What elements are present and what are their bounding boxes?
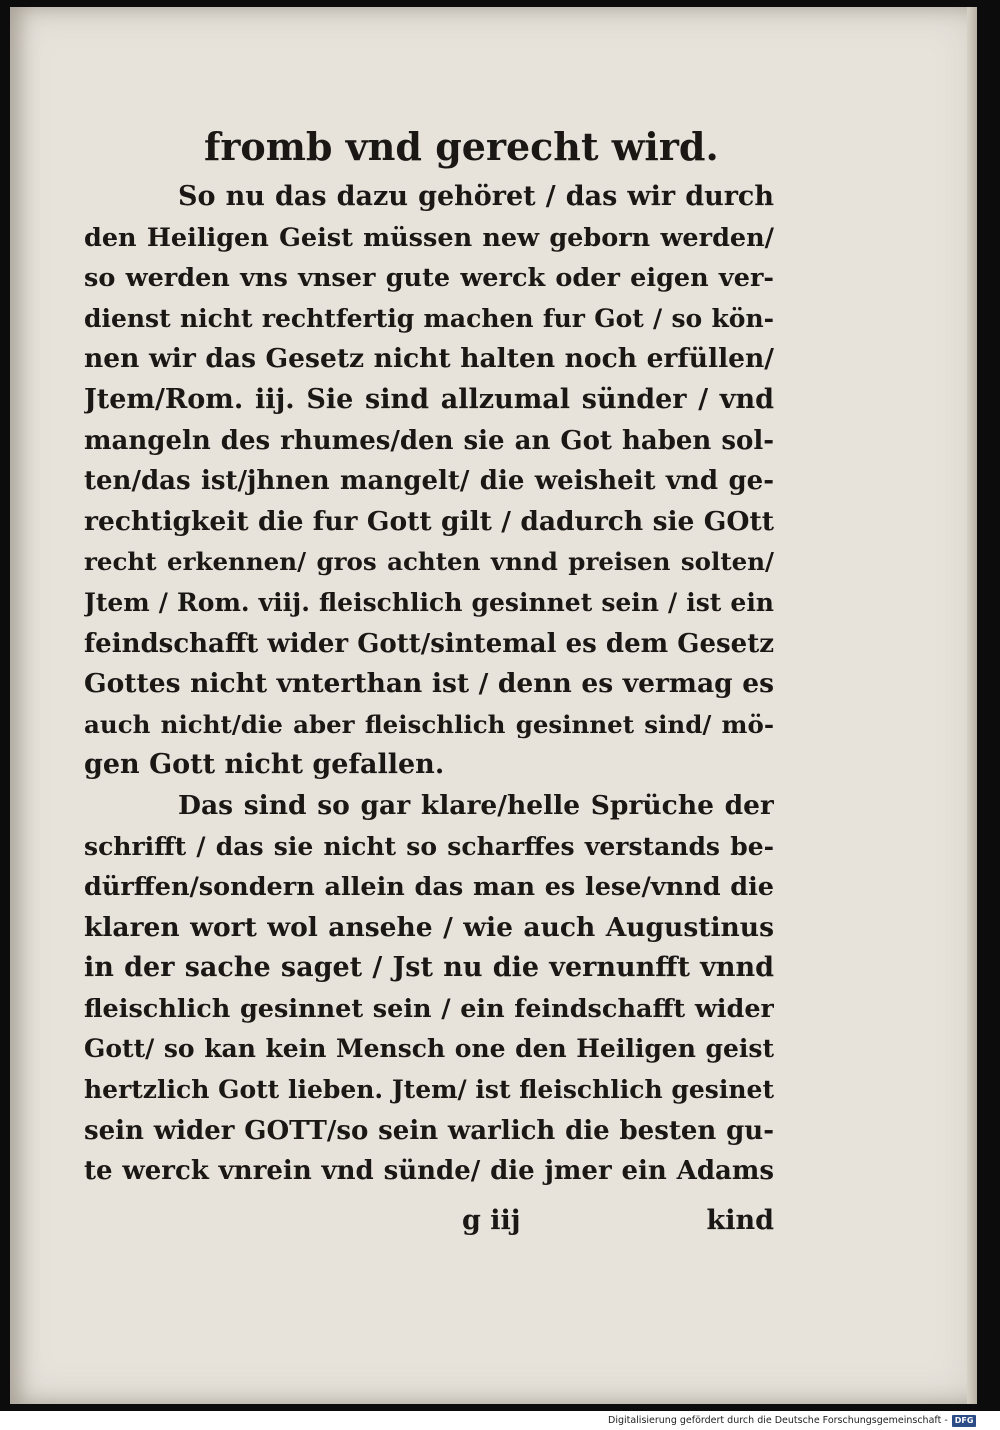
page-heading: fromb vnd gerecht wird. [204,124,719,169]
text-line: Jtem / Rom. viij. fleischlich gesinnet sein / ist ein [84,587,774,617]
text-line: schrifft / das sie nicht so scharffes verstands be- [84,831,774,861]
text-line: Gott/ so kan kein Mensch one den Heiligen geist [84,1034,774,1064]
credit-text: Digitalisierung gefördert durch die Deutsche Forschungsgemeinschaft - [608,1415,948,1426]
text-line: Das sind so gar klare/helle Sprüche der [178,789,774,821]
text-line: auch nicht/die aber fleischlich gesinnet sind/ mö- [84,709,774,739]
text-line: ten/das ist/jhnen mangelt/ die weisheit vnd ge- [84,466,774,497]
signature-mark: g iij [462,1205,521,1236]
text-line: dienst nicht rechtfertig machen fur Got / so kön- [84,303,774,333]
digitization-credit [608,1412,976,1430]
text-line: fleischlich gesinnet sein / ein feindschafft wider [84,993,774,1024]
text-line: te werck vnrein vnd sünde/ die jmer ein Adams [84,1156,774,1187]
text-line: Gottes nicht vnterthan ist / denn es vermag es [84,668,774,700]
text-line: nen wir das Gesetz nicht halten noch erfüllen/ [84,343,774,375]
text-line: rechtigkeit die fur Gott gilt / dadurch sie GOtt [84,505,774,537]
text-line: mangeln des rhumes/den sie an Got haben sol- [84,425,774,456]
page-text [84,117,774,1192]
paragraph-1 [84,177,774,786]
page-footer [84,1205,774,1247]
text-line: So nu das dazu gehöret / das wir durch [178,181,774,212]
text-line: gen Gott nicht gefallen. [84,749,445,781]
text-line: feindschafft wider Gott/sintemal es dem Gesetz [84,628,774,659]
text-line: dürffen/sondern allein das man es lese/vnnd die [84,872,774,903]
text-line: sein wider GOTT/so sein warlich die besten gu- [84,1115,774,1146]
text-line: den Heiligen Geist müssen new geborn werden/ [84,222,774,253]
text-line: Jtem/Rom. iij. Sie sind allzumal sünder / vnd [84,383,774,415]
dfg-logo-icon: DFG [952,1415,977,1427]
text-line: in der sache saget / Jst nu die vernunfft vnnd [84,952,774,984]
paragraph-2 [84,786,774,1192]
text-line: hertzlich Gott lieben. Jtem/ ist fleischlich gesinet [84,1075,774,1105]
catchword: kind [706,1205,774,1236]
text-line: klaren wort wol ansehe / wie auch Augustinus [84,911,774,943]
page-edge [967,7,977,1404]
book-page [10,7,977,1404]
text-line: so werden vns vnser gute werck oder eigen ver- [84,263,774,294]
text-line: recht erkennen/ gros achten vnnd preisen solten/ [84,547,774,577]
